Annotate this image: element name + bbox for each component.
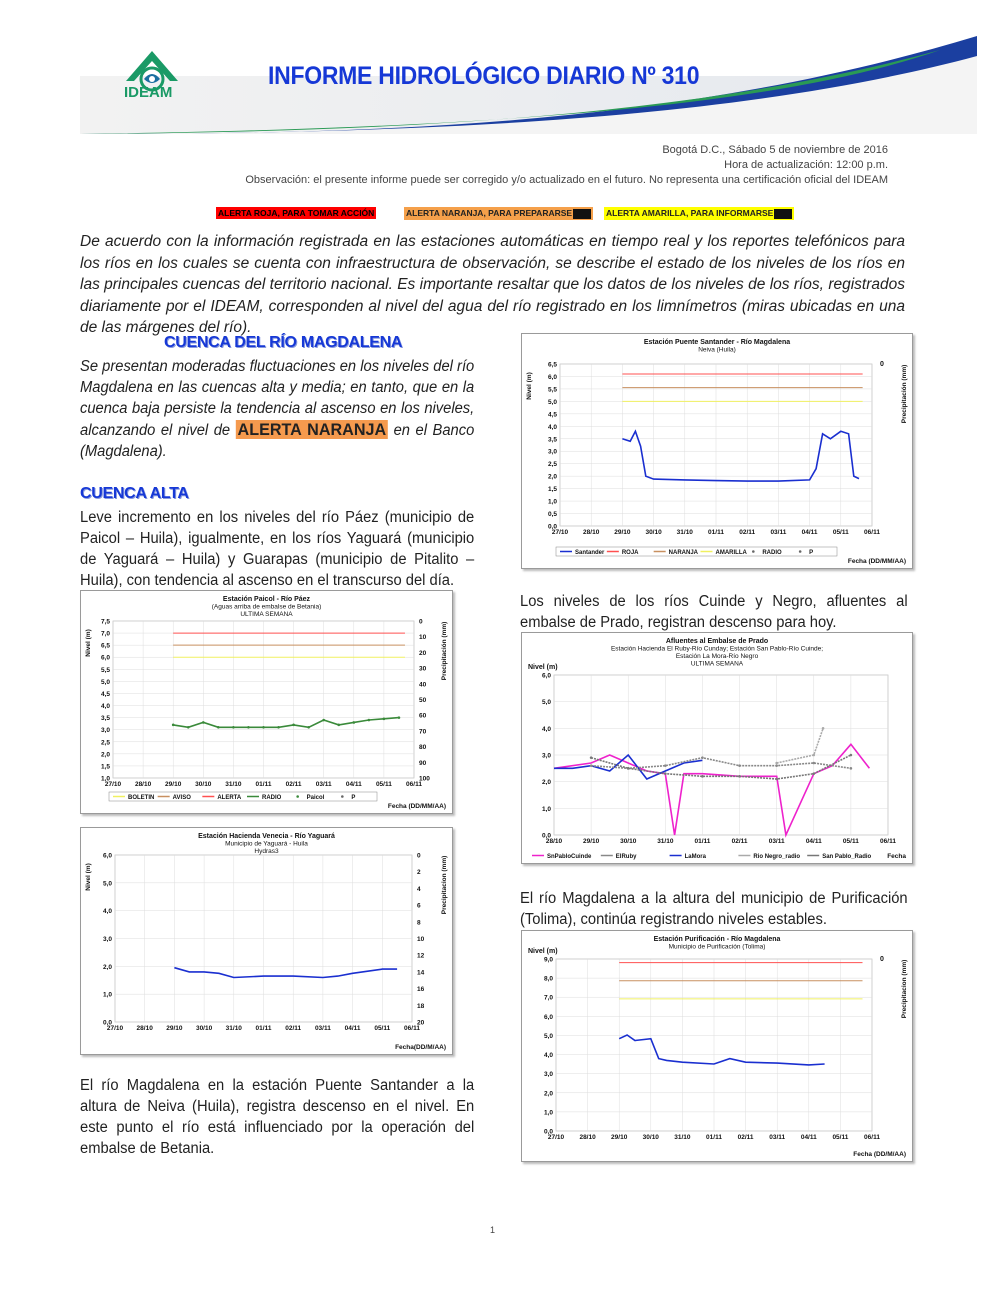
x-tick-label: 31/10 [674,1134,691,1141]
y-tick-label: 5,5 [547,386,557,394]
data-point [590,764,593,767]
y-axis-label: Nivel (m) [85,863,92,891]
alert-orange-badge: ALERTA NARANJA [237,420,387,439]
x-tick-label: 05/11 [832,1134,849,1141]
legend-label: ROJA [621,550,639,556]
y-axis-label: Nivel (m) [526,372,533,400]
legend-label: NARANJA [668,550,699,556]
x-axis-label: Fecha (DD/MM/AA) [847,558,906,565]
santander-paragraph: El río Magdalena en la estación Puente Santander a la altura de Neiva (Huila), registra descenso en el nivel. En este punto el río está influenciado por la operación del embalse de Betania. [80,1077,475,1157]
y-tick-label: 0,5 [547,511,557,519]
data-point [172,724,175,727]
chart-svg [522,931,912,1161]
y-tick-label: 7,0 [543,994,553,1002]
magdalena-section-title: CUENCA DEL RÍO MAGDALENA [164,334,403,351]
update-time: Hora de actualización: 12:00 p.m. [724,159,888,171]
y2-tick-label: 0 [417,852,421,860]
data-point [187,726,190,729]
chart-svg [522,633,912,863]
y-tick-label: 1,0 [541,805,551,813]
alert-yellow-label: ALERTA AMARILLA, PARA INFORMARSE [606,208,774,218]
legend-marker [799,550,802,553]
legend-label: ALERTA [217,795,242,801]
x-tick-label: 05/11 [842,838,859,845]
chart-title: Estación Paicol - Río Páez [222,596,311,603]
report-title: INFORME HIDROLÓGICO DIARIO Nº 310 [268,62,700,90]
y2-tick-label: 12 [417,952,425,960]
y2-tick-label: 0 [419,618,423,626]
data-point [775,778,778,781]
legend-marker [341,795,344,798]
y-tick-label: 6,5 [100,642,110,650]
x-tick-label: 27/10 [551,529,569,536]
y2-tick-label: 14 [417,969,425,977]
legend-label: RADIO [262,795,282,801]
x-tick-label: 04/11 [800,1134,817,1141]
data-point [812,772,815,775]
y-tick-label: 2,5 [547,461,557,469]
y-tick-label: 3,0 [547,448,557,456]
x-tick-label: 01/11 [708,529,724,536]
y-tick-label: 0,0 [102,1019,112,1027]
y2-tick-label: 80 [419,744,427,752]
y-tick-label: 9,0 [543,956,553,964]
x-axis-label: Fecha (DD/MM/AA) [387,803,446,810]
y2-tick-label: 18 [417,1002,425,1010]
chart-title: Neiva (Huila) [698,346,736,354]
y-tick-label: 0,0 [547,523,557,531]
data-point [368,719,371,722]
data-point [292,724,295,727]
y-tick-label: 1,0 [543,1109,553,1117]
alert-swatch [774,209,792,219]
data-point [217,726,220,729]
x-tick-label: 31/10 [676,529,693,536]
y2-tick-label: 0 [880,956,884,963]
data-point [701,756,704,759]
legend-marker [296,795,299,798]
x-tick-label: 06/11 [406,781,422,788]
x-tick-label: 30/10 [195,781,212,788]
legend-label: BOLETIN [128,795,155,801]
chart-svg [81,591,452,813]
data-point [664,772,667,775]
data-point [353,721,356,724]
data-point [775,762,778,765]
data-point [277,726,280,729]
y-tick-label: 3,5 [547,436,557,444]
data-point [383,718,386,721]
legend-label: RADIO [762,550,782,556]
y-tick-label: 5,0 [102,880,112,888]
x-tick-label: 29/10 [611,1134,628,1141]
chart-title: Municipio de Yaguará - Huila [225,840,308,848]
page-number: 1 [490,1225,496,1235]
alert-red-label: ALERTA ROJA, PARA TOMAR ACCIÓN [218,208,375,218]
chart-purificacion [521,930,913,1162]
x-tick-label: 31/10 [225,1025,242,1032]
y2-tick-label: 4 [417,885,421,893]
y-tick-label: 4,0 [547,423,557,431]
x-tick-label: 01/11 [706,1134,722,1141]
x-tick-label: 29/10 [166,1025,183,1032]
cuenca-alta-title: CUENCA ALTA [80,485,189,502]
legend-marker [752,550,755,553]
legend-label: Santander [575,550,605,556]
legend-label: AMARILLA [715,550,747,556]
x-tick-label: 28/10 [134,781,152,788]
y-tick-label: 7,5 [100,618,110,626]
y2-tick-label: 10 [417,936,425,943]
y-tick-label: 6,0 [100,654,110,662]
legend-label: Paicol [306,795,325,801]
x-tick-label: 30/10 [642,1134,659,1141]
y2-tick-label: 20 [419,649,427,657]
y2-tick-label: 8 [417,919,421,927]
chart-title: Estación Puente Santander - Río Magdalena [643,339,791,346]
data-point [850,754,853,757]
data-point [701,775,704,778]
purificacion-paragraph: El río Magdalena a la altura del municipio de Purificación (Tolima), continúa registrando niveles estables. [520,890,908,928]
report-date: Bogotá D.C., Sábado 5 de noviembre de 2016 [662,144,888,156]
alert-orange-legend [404,207,593,220]
x-tick-label: 06/11 [864,1134,880,1141]
y-tick-label: 4,5 [100,690,110,698]
y2-tick-label: 30 [419,665,427,673]
data-point [664,764,667,767]
legend-label: Rio Negro_radio [753,854,801,860]
chart-title: ULTIMA SEMANA [240,611,293,618]
y-tick-label: 3,0 [102,936,112,943]
chart-title: Estación La Mora-Río Negro [675,653,759,660]
y2-tick-label: 20 [417,1019,425,1027]
x-tick-label: 01/11 [255,1025,272,1032]
chart-yaguara [80,827,453,1055]
chart-title: ULTIMA SEMANA [690,660,744,668]
y-tick-label: 8,0 [543,975,553,983]
data-point [337,724,340,727]
x-tick-label: 06/11 [864,529,880,536]
y2-tick-label: 2 [417,869,421,877]
y2-tick-label: 0 [880,361,884,368]
y2-axis-label: Precipitacion (mm) [441,855,448,915]
x-tick-label: 01/11 [255,781,272,788]
data-point [850,767,853,770]
y-tick-label: 6,0 [543,1013,553,1021]
y-tick-label: 4,0 [543,1052,553,1060]
chart-title: Hydras3 [254,848,279,855]
data-point [398,716,401,719]
chart-svg [522,334,912,568]
x-tick-label: 27/10 [106,1025,124,1032]
legend-label: P [351,795,356,801]
y2-tick-label: 60 [419,712,427,720]
y-tick-label: 3,0 [543,1071,553,1079]
legend-label: SnPabloCuinde [547,854,592,860]
y2-tick-label: 70 [419,728,427,736]
y-tick-label: 4,0 [541,725,551,733]
x-tick-label: 05/11 [375,781,392,788]
y-tick-label: 2,5 [100,739,110,747]
x-tick-label: 27/10 [547,1134,565,1141]
y-tick-label: 1,0 [547,498,557,506]
magdalena-text-end: en el Banco (Magdalena). [80,422,475,460]
x-axis-label: Fecha [887,853,906,860]
y-tick-label: 2,0 [102,963,112,971]
x-tick-label: 28/10 [545,838,563,845]
y-tick-label: 1,0 [100,775,110,783]
alert-orange-label: ALERTA NARANJA, PARA PREPARARSE [406,208,573,218]
intro-paragraph: De acuerdo con la información registrada en las estaciones automáticas en tiempo real y los reportes telefónicos para los ríos en los cuales se cuenta con infraestructura de observación, se describe el estado de los niveles de los ríos en las principales cuencas del territorio nacional. Es importante resaltar que los datos de los niveles de los ríos, registrados diariamente por el IDEAM, corresponden al nivel del agua del río registrado en los limnímetros (miras ubicadas en una de las márgenes del río). [80,233,905,336]
y2-axis-label: Precipitación (mm) [901,364,908,424]
x-tick-label: 28/10 [136,1025,153,1032]
y-tick-label: 1,5 [547,486,557,494]
y-tick-label: 5,0 [541,699,551,707]
y2-axis-label: Precipitacion (mm) [901,959,908,1019]
x-tick-label: 02/11 [737,1134,754,1141]
y-tick-label: 1,5 [100,763,110,771]
y-tick-label: 3,0 [100,727,110,735]
data-point [812,754,815,757]
legend-label: ElRuby [615,854,637,860]
y-tick-label: 4,0 [102,908,112,916]
y-axis-label: Nivel (m) [528,664,558,671]
data-point [738,764,741,767]
y-tick-label: 6,5 [547,361,557,369]
y-tick-label: 4,5 [547,411,557,419]
x-tick-label: 05/11 [832,529,849,536]
y2-tick-label: 16 [417,986,425,994]
y-tick-label: 3,5 [100,715,110,723]
chart-title: Municipio de Purificación (Tolima) [668,943,766,951]
chart-embalse-prado [521,632,913,864]
x-tick-label: 04/11 [805,838,822,845]
y2-tick-label: 100 [419,775,430,783]
x-axis-label: Fecha (DD/M/AA) [853,1151,906,1158]
y-tick-label: 2,0 [100,751,110,759]
y-tick-label: 4,0 [100,703,110,711]
chart-title: Estación Purificación - Río Magdalena [653,936,781,943]
y2-tick-label: 50 [419,697,427,704]
y-tick-label: 5,0 [543,1032,553,1040]
chart-title: (Aguas arriba de embalse de Betania) [211,603,322,611]
x-tick-label: 03/11 [769,1134,786,1141]
y-tick-label: 5,0 [100,678,110,686]
chart-puente-santander [521,333,913,569]
data-point [822,727,825,730]
x-tick-label: 02/11 [285,1025,302,1032]
chart-title: Estación Hacienda Venecia - Río Yaguará [198,833,335,840]
x-tick-label: 02/11 [739,529,756,536]
x-tick-label: 06/11 [880,838,896,845]
x-tick-label: 30/10 [645,529,662,536]
cuenca-alta-paragraph: Leve incremento en los niveles del río Páez (municipio de Paicol – Huila), igualmente, en los ríos Yaguará (municipio de Yaguará – Huila) y Guarapas (municipio de Pitalito – Huila), con tendencia al ascenso en el transcurso del día. [80,509,475,589]
x-tick-label: 29/10 [582,838,600,845]
data-point [262,726,265,729]
x-tick-label: 28/10 [583,529,600,536]
chart-paicol [80,590,453,814]
magdalena-text: Se presentan moderadas fluctuaciones en los niveles del río Magdalena en las cuencas alta y media; en tanto, que en la cuenca baja persiste la tendencia al ascenso en los niveles, alcanzando el nivel de [80,358,475,439]
y2-tick-label: 6 [417,902,421,910]
x-tick-label: 02/11 [285,781,302,788]
alert-swatch [573,209,591,219]
disclaimer-note: Observación: el presente informe puede ser corregido y/o actualizado en el futuro. No representa una certificación oficial del IDEAM [245,174,888,186]
x-tick-label: 31/10 [657,838,674,845]
y-tick-label: 2,0 [547,473,557,481]
x-tick-label: 03/11 [315,781,332,788]
y-tick-label: 2,0 [543,1090,553,1098]
chart-title: Estación Hacienda El Ruby-Río Cunday; Estación San Pablo-Río Cuinde; [610,645,824,653]
alert-yellow-legend [604,207,794,220]
magdalena-paragraph [80,356,474,462]
x-tick-label: 29/10 [165,781,182,788]
logo-label: IDEAM [124,84,173,101]
data-point [322,719,325,722]
x-tick-label: 03/11 [314,1025,331,1032]
data-point [627,767,630,770]
y2-tick-label: 40 [419,681,427,689]
legend-label: LaMora [684,854,706,860]
y-axis-label: Nivel (m) [85,629,92,657]
data-point [247,726,250,729]
y-tick-label: 7,0 [100,630,110,638]
x-tick-label: 02/11 [731,838,748,845]
x-tick-label: 30/10 [195,1025,213,1032]
x-tick-label: 28/10 [579,1134,596,1141]
x-tick-label: 04/11 [801,529,818,536]
x-tick-label: 30/10 [620,838,637,845]
y2-tick-label: 90 [419,759,427,767]
legend-label: San Pablo_Radio [822,854,872,860]
x-tick-label: 05/11 [374,1025,391,1032]
y-tick-label: 1,0 [102,991,112,999]
y-tick-label: 5,0 [547,398,557,406]
y-tick-label: 6,0 [102,852,112,860]
chart-svg [81,828,452,1054]
data-point [775,764,778,767]
y-tick-label: 0,0 [543,1128,553,1136]
legend-label: AVISO [172,795,191,801]
x-tick-label: 04/11 [344,1025,361,1032]
y-tick-label: 3,0 [541,752,551,760]
x-tick-label: 01/11 [694,838,711,845]
cuinde-paragraph: Los niveles de los ríos Cuinde y Negro, afluentes al embalse de Prado, registran descenso para hoy. [520,593,908,631]
x-tick-label: 06/11 [404,1025,420,1032]
y-tick-label: 5,5 [100,666,110,674]
x-tick-label: 04/11 [345,781,362,788]
y-axis-label: Nivel (m) [528,948,558,955]
x-tick-label: 29/10 [614,529,631,536]
x-tick-label: 27/10 [104,781,122,788]
alert-red-legend [216,207,376,219]
y-tick-label: 6,0 [541,672,551,680]
y2-axis-label: Precipitación (mm) [441,621,448,681]
data-point [738,775,741,778]
data-point [812,762,815,765]
y-tick-label: 2,0 [541,779,551,787]
legend-label: P [809,550,814,556]
data-point [232,726,235,729]
x-axis-label: Fecha(DD/M/AA) [395,1044,446,1051]
y-tick-label: 0,0 [541,832,551,840]
data-point [590,756,593,759]
x-tick-label: 03/11 [768,838,785,845]
y-tick-label: 6,0 [547,373,557,381]
y2-tick-label: 10 [419,634,427,642]
x-tick-label: 31/10 [225,781,242,788]
x-tick-label: 03/11 [770,529,787,536]
data-point [307,726,310,729]
chart-title: Afluentes al Embalse de Prado [665,638,769,645]
data-point [202,721,205,724]
